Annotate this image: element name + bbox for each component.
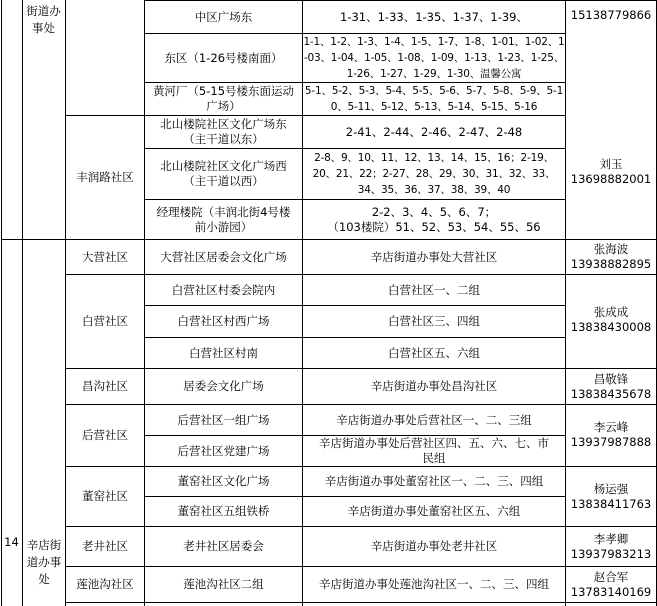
contact-cell: 昌敬锋 13838435678 xyxy=(570,371,652,401)
contact-cell: 张成成 13838430008 xyxy=(570,305,652,334)
site-cell: 居委会文化广场 xyxy=(183,379,264,393)
range-cell: 辛店街道办事处昌沟社区 xyxy=(370,379,498,393)
range-cell: 辛店街道办事处董窑社区五、六组 xyxy=(347,504,521,518)
contact-cell: 李云峰 13937987888 xyxy=(570,420,652,449)
phone-upper: 15138779866 xyxy=(570,7,652,22)
range-cell: 1-1、1-2、1-3、1-4、1-5、1-7、1-8、1-01、1-02、1 -03、1-04、1-05、1-08、1-09、1-13、1-23、1-25、 1-26、1-27、1-29、1-30、温馨公寓 xyxy=(303,36,565,80)
street-name-xindian: 辛店街 道办事 处 xyxy=(26,537,62,586)
range-cell: 辛店街道办事处董窑社区一、二、三、四组 xyxy=(324,474,544,488)
site-cell: 莲池沟社区二组 xyxy=(183,577,264,591)
site-cell: 经理楼院（丰润北街4号楼 前小游园） xyxy=(156,204,291,234)
site-cell: 大营社区居委会文化广场 xyxy=(160,249,287,264)
site-cell: 东区（1-26号楼南面） xyxy=(164,50,283,65)
site-cell: 白营社区村南 xyxy=(189,345,258,360)
site-cell: 董窑社区五组铁桥 xyxy=(177,504,270,518)
range-cell: 辛店街道办事处后营社区一、二、三组 xyxy=(336,412,532,427)
range-cell: 2-41、2-44、2-46、2-47、2-48 xyxy=(345,124,523,139)
site-cell: 黄河厂（5-15号楼东面运动 广场） xyxy=(152,84,295,113)
contact-cell: 杨运强 13838411763 xyxy=(570,482,652,511)
contact-cell: 李孝卿 13937983213 xyxy=(570,531,652,561)
site-cell: 北山楼院社区文化广场东 （主干道以东） xyxy=(160,117,287,146)
contact-cell: 赵合军 13783140169 xyxy=(570,569,652,599)
site-cell: 中区广场东 xyxy=(194,9,253,24)
range-cell: 1-31、1-33、1-35、1-37、1-39、 xyxy=(340,9,528,24)
range-cell: 白营社区五、六组 xyxy=(388,345,480,360)
site-cell: 后营社区党建广场 xyxy=(177,443,270,458)
community-name: 大营社区 xyxy=(82,249,128,264)
site-cell: 董窑社区文化广场 xyxy=(177,474,270,488)
range-cell: 白营社区三、四组 xyxy=(388,314,480,328)
range-cell: 白营社区一、二组 xyxy=(388,282,480,297)
range-cell: 2-2、3、4、5、6、7； （103楼院）51、52、53、54、55、56 xyxy=(327,204,541,234)
community-name: 丰润路社区 xyxy=(76,170,134,184)
range-cell: 辛店街道办事处莲池沟社区一、二、三、四组 xyxy=(319,577,549,591)
range-cell: 辛店街道办事处老井社区 xyxy=(370,539,498,553)
contact-cell: 张海波 13938882895 xyxy=(570,242,652,271)
community-name: 白营社区 xyxy=(82,314,128,328)
community-name: 老井社区 xyxy=(82,539,128,553)
range-cell: 2-8、9、10、11、12、13、14、15、16；2-19、 20、21、22；2-27、28、29、30、31、32、33、 34、35、36、37、38、39、40 xyxy=(312,152,556,196)
contact-cell: 刘玉 13698882001 xyxy=(570,157,652,186)
site-cell: 老井社区居委会 xyxy=(183,539,264,553)
site-cell: 后营社区一组广场 xyxy=(177,412,270,427)
range-cell: 辛店街道办事处后营社区四、五、六、七、市 民组 xyxy=(319,436,549,465)
range-cell: 辛店街道办事处大营社区 xyxy=(370,249,498,264)
community-name: 昌沟社区 xyxy=(82,379,128,393)
site-cell: 白营社区村委会院内 xyxy=(171,282,276,297)
community-name: 后营社区 xyxy=(82,428,128,442)
community-name: 莲池沟社区 xyxy=(76,577,134,591)
site-cell: 白营社区村西广场 xyxy=(177,314,270,328)
range-cell: 5-1、5-2、5-3、5-4、5-5、5-6、5-7、5-8、5-9、5-1 0、5-11、5-12、5-13、5-14、5-15、5-16 xyxy=(304,85,564,113)
row-number: 14 xyxy=(4,534,19,549)
site-cell: 北山楼院社区文化广场西 （主干道以西） xyxy=(160,159,287,188)
community-name: 董窑社区 xyxy=(82,489,128,503)
street-name-upper: 街道办 事处 xyxy=(26,4,61,35)
